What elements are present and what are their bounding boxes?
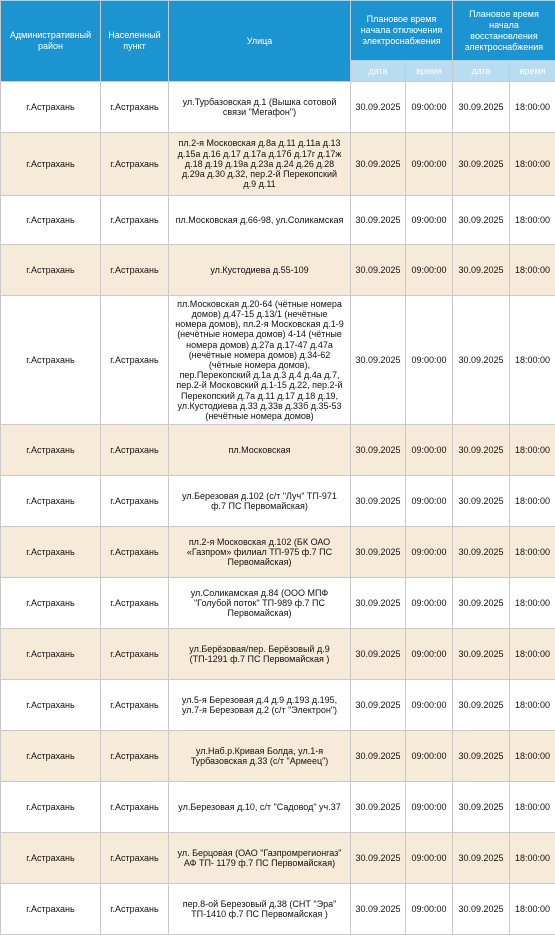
district-cell: г.Астрахань <box>1 527 101 578</box>
restore-time-cell: 18:00:00 <box>510 296 555 425</box>
outage-time-cell: 09:00:00 <box>406 296 453 425</box>
street-cell: ул.Березовая д.102 (с/т "Луч" ТП-971 ф.7 ПС Первомайская) <box>169 476 351 527</box>
district-cell: г.Астрахань <box>1 133 101 196</box>
outage-time-subheader: время <box>406 61 453 82</box>
street-cell: ул.Соликамская д.84 (ООО МПФ "Голубой поток" ТП-989 ф.7 ПС Первомайская) <box>169 578 351 629</box>
restore-time-cell: 18:00:00 <box>510 425 555 476</box>
district-cell: г.Астрахань <box>1 629 101 680</box>
table-row <box>1 833 555 884</box>
district-cell: г.Астрахань <box>1 296 101 425</box>
restore-time-cell: 18:00:00 <box>510 833 555 884</box>
outage-date-cell: 30.09.2025 <box>351 629 406 680</box>
table-row <box>1 245 555 296</box>
settlement-cell: г.Астрахань <box>101 629 169 680</box>
restore-date-cell: 30.09.2025 <box>453 476 510 527</box>
settlement-cell: г.Астрахань <box>101 833 169 884</box>
street-cell: ул.Берёзовая/пер. Берёзовый д.9 (ТП-1291 ф.7 ПС Первомайская ) <box>169 629 351 680</box>
table-row <box>1 82 555 133</box>
district-cell: г.Астрахань <box>1 425 101 476</box>
outage-start-header: Плановое время начала отключения электроснабжения <box>351 1 453 61</box>
street-cell: пл.Московская <box>169 425 351 476</box>
settlement-cell: г.Астрахань <box>101 731 169 782</box>
restore-time-cell: 18:00:00 <box>510 629 555 680</box>
street-cell: ул.Березовая д.10, с/т "Садовод" уч.37 <box>169 782 351 833</box>
district-cell: г.Астрахань <box>1 833 101 884</box>
outage-time-cell: 09:00:00 <box>406 731 453 782</box>
restore-time-subheader: время <box>510 61 555 82</box>
outage-date-cell: 30.09.2025 <box>351 82 406 133</box>
outage-date-cell: 30.09.2025 <box>351 833 406 884</box>
settlement-cell: г.Астрахань <box>101 133 169 196</box>
outage-date-cell: 30.09.2025 <box>351 527 406 578</box>
settlement-cell: г.Астрахань <box>101 82 169 133</box>
outage-time-cell: 09:00:00 <box>406 425 453 476</box>
outage-time-cell: 09:00:00 <box>406 476 453 527</box>
restore-start-header: Плановое время начала восстановления электроснабжения <box>453 1 555 61</box>
restore-date-cell: 30.09.2025 <box>453 782 510 833</box>
restore-date-cell: 30.09.2025 <box>453 731 510 782</box>
restore-time-cell: 18:00:00 <box>510 527 555 578</box>
table-row <box>1 133 555 196</box>
outage-time-cell: 09:00:00 <box>406 527 453 578</box>
street-cell: пл.2-я Московская д.8а д.11 д.11а д.13 д.15а д.16 д.17 д.17а д.17б д.17г д.17ж д.18 д.19 д.19а д.23а д.24 д.26 д.28 д.29а д.30 д.32, пер.2-й Перекопский д.9 д.11 <box>169 133 351 196</box>
street-cell: пл.2-я Московская д.102 (БК ОАО «Газпром» филиал ТП-975 ф.7 ПС Первомайская) <box>169 527 351 578</box>
outage-time-cell: 09:00:00 <box>406 680 453 731</box>
restore-date-cell: 30.09.2025 <box>453 196 510 245</box>
street-cell: пл.Московская д.20-64 (чётные номера домов) д.47-15 д.13/1 (нечётные номера домов), пл.2-я Московская д.1-9 (нечётные номера домов) 4-14 (чётные номера домов) д.27а д.17-47 д.47а (нечётные номера домов) д.34-62 (чётные номера домов), пер.Перекопский д.1а д.3 д.4 д.4а д.7, пер.2-й Московский д.1-15 д.22, пер.2-й Перекопский д.7а д.11 д.17 д.18 д.19, ул.Кустодиева д.33 д.33в д.33б д.35-53 (нечётные номера домов) <box>169 296 351 425</box>
table-row <box>1 731 555 782</box>
outage-date-cell: 30.09.2025 <box>351 296 406 425</box>
settlement-cell: г.Астрахань <box>101 527 169 578</box>
district-cell: г.Астрахань <box>1 82 101 133</box>
restore-time-cell: 18:00:00 <box>510 578 555 629</box>
restore-time-cell: 18:00:00 <box>510 782 555 833</box>
restore-date-cell: 30.09.2025 <box>453 680 510 731</box>
table-row <box>1 527 555 578</box>
settlement-cell: г.Астрахань <box>101 578 169 629</box>
table-row <box>1 884 555 935</box>
street-cell: ул. Берцовая (ОАО "Газпромрегионгаз" АФ ТП- 1179 ф.7 ПС Первомайская) <box>169 833 351 884</box>
street-cell: пл.Московская д.66-98, ул.Соликамская <box>169 196 351 245</box>
restore-date-subheader: дата <box>453 61 510 82</box>
outage-time-cell: 09:00:00 <box>406 82 453 133</box>
settlement-cell: г.Астрахань <box>101 196 169 245</box>
district-cell: г.Астрахань <box>1 245 101 296</box>
outage-time-cell: 09:00:00 <box>406 833 453 884</box>
district-cell: г.Астрахань <box>1 196 101 245</box>
settlement-cell: г.Астрахань <box>101 296 169 425</box>
outage-time-cell: 09:00:00 <box>406 884 453 935</box>
restore-date-cell: 30.09.2025 <box>453 629 510 680</box>
restore-date-cell: 30.09.2025 <box>453 578 510 629</box>
district-cell: г.Астрахань <box>1 680 101 731</box>
district-header: Административный район <box>1 1 101 82</box>
district-cell: г.Астрахань <box>1 782 101 833</box>
district-cell: г.Астрахань <box>1 476 101 527</box>
outage-time-cell: 09:00:00 <box>406 629 453 680</box>
street-header: Улица <box>169 1 351 82</box>
street-cell: ул.5-я Березовая д.4 д.9 д.193 д.195, ул.7-я Березовая д.2 (с/т "Электрон") <box>169 680 351 731</box>
restore-time-cell: 18:00:00 <box>510 476 555 527</box>
outage-date-cell: 30.09.2025 <box>351 425 406 476</box>
outage-date-cell: 30.09.2025 <box>351 133 406 196</box>
settlement-cell: г.Астрахань <box>101 884 169 935</box>
restore-time-cell: 18:00:00 <box>510 680 555 731</box>
outage-date-cell: 30.09.2025 <box>351 245 406 296</box>
settlement-cell: г.Астрахань <box>101 680 169 731</box>
restore-time-cell: 18:00:00 <box>510 196 555 245</box>
table-row <box>1 476 555 527</box>
district-cell: г.Астрахань <box>1 731 101 782</box>
restore-date-cell: 30.09.2025 <box>453 425 510 476</box>
outage-date-cell: 30.09.2025 <box>351 884 406 935</box>
restore-date-cell: 30.09.2025 <box>453 133 510 196</box>
outage-date-cell: 30.09.2025 <box>351 578 406 629</box>
restore-time-cell: 18:00:00 <box>510 731 555 782</box>
header-row <box>1 1 555 61</box>
restore-time-cell: 18:00:00 <box>510 245 555 296</box>
district-cell: г.Астрахань <box>1 884 101 935</box>
outage-time-cell: 09:00:00 <box>406 245 453 296</box>
outage-date-cell: 30.09.2025 <box>351 782 406 833</box>
outage-date-cell: 30.09.2025 <box>351 476 406 527</box>
outage-time-cell: 09:00:00 <box>406 782 453 833</box>
street-cell: ул.Наб.р.Кривая Болда, ул.1-я Турбазовская д.33 (с/т "Армеец") <box>169 731 351 782</box>
table-row <box>1 425 555 476</box>
restore-date-cell: 30.09.2025 <box>453 245 510 296</box>
settlement-cell: г.Астрахань <box>101 425 169 476</box>
table-row <box>1 196 555 245</box>
outage-date-cell: 30.09.2025 <box>351 731 406 782</box>
street-cell: ул.Кустодиева д.55-109 <box>169 245 351 296</box>
restore-date-cell: 30.09.2025 <box>453 296 510 425</box>
settlement-cell: г.Астрахань <box>101 476 169 527</box>
outage-time-cell: 09:00:00 <box>406 133 453 196</box>
outage-date-cell: 30.09.2025 <box>351 680 406 731</box>
table-row <box>1 680 555 731</box>
table-row <box>1 296 555 425</box>
outage-date-cell: 30.09.2025 <box>351 196 406 245</box>
restore-time-cell: 18:00:00 <box>510 884 555 935</box>
table-row <box>1 782 555 833</box>
restore-date-cell: 30.09.2025 <box>453 82 510 133</box>
settlement-header: Населенный пункт <box>101 1 169 82</box>
settlement-cell: г.Астрахань <box>101 245 169 296</box>
table-row <box>1 578 555 629</box>
street-cell: ул.Турбазовская д.1 (Вышка сотовой связи "Мегафон") <box>169 82 351 133</box>
settlement-cell: г.Астрахань <box>101 782 169 833</box>
restore-date-cell: 30.09.2025 <box>453 884 510 935</box>
outage-date-subheader: дата <box>351 61 406 82</box>
restore-date-cell: 30.09.2025 <box>453 833 510 884</box>
outage-time-cell: 09:00:00 <box>406 196 453 245</box>
restore-date-cell: 30.09.2025 <box>453 527 510 578</box>
table-row <box>1 629 555 680</box>
outage-time-cell: 09:00:00 <box>406 578 453 629</box>
district-cell: г.Астрахань <box>1 578 101 629</box>
restore-time-cell: 18:00:00 <box>510 133 555 196</box>
street-cell: пер.8-ой Березовый д.38 (СНТ "Эра" ТП-1410 ф.7 ПС Первомайская ) <box>169 884 351 935</box>
restore-time-cell: 18:00:00 <box>510 82 555 133</box>
